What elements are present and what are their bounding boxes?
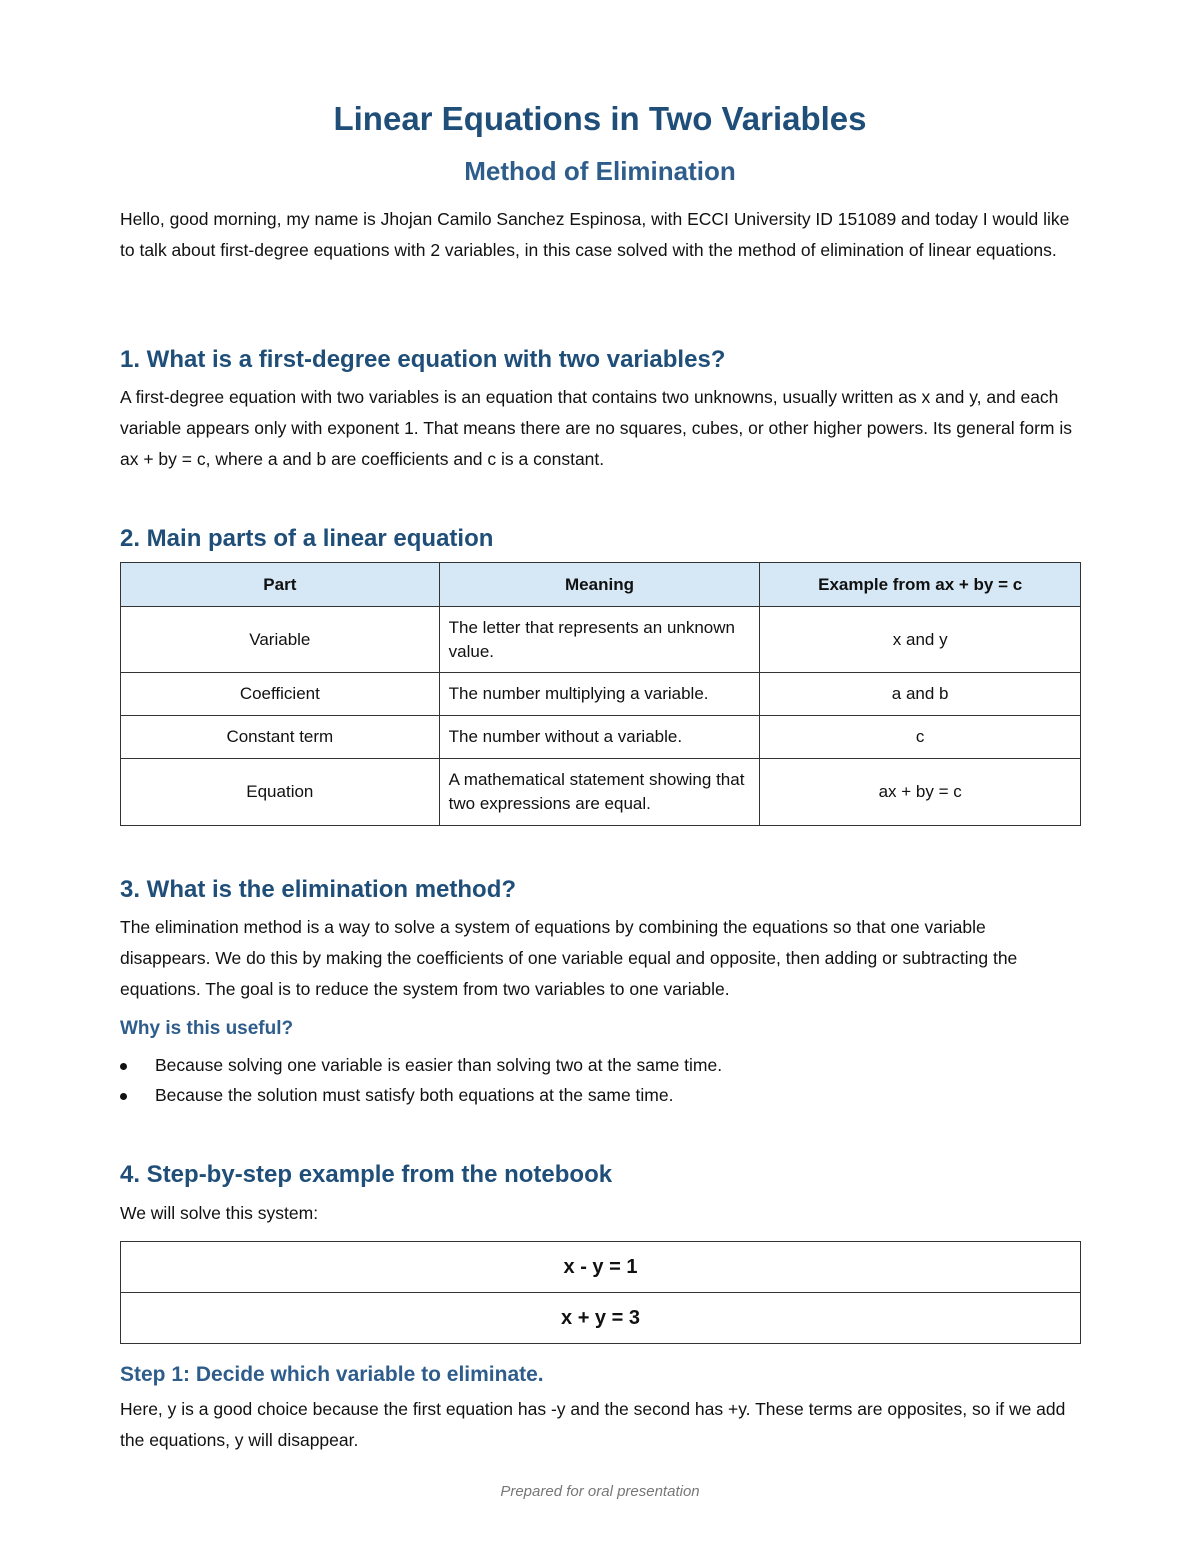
section-4-intro: We will solve this system: — [120, 1203, 319, 1223]
section-4-heading: 4. Step-by-step example from the notebook — [120, 1161, 613, 1188]
table-cell: c — [760, 716, 1081, 759]
section-1-heading: 1. What is a first-degree equation with two variables? — [120, 346, 726, 373]
section-3-heading: 3. What is the elimination method? — [120, 876, 517, 903]
table-cell: Constant term — [121, 716, 440, 759]
table-cell: The number without a variable. — [439, 716, 760, 759]
parts-table — [120, 562, 1081, 826]
why-useful-list — [120, 1050, 722, 1110]
step-1-heading: Step 1: Decide which variable to eliminate. — [120, 1363, 544, 1386]
section-3-paragraph: The elimination method is a way to solve a system of equations by combining the equations so that one variable disappears. We do this by making the coefficients of one variable equal and opposite, then adding or subtracting the equations. The goal is to reduce the system from two variables to one variable. — [120, 917, 1018, 999]
table-row — [121, 673, 1081, 716]
document-subtitle: Method of Elimination — [464, 156, 736, 186]
table-cell: ax + by = c — [760, 759, 1081, 826]
table-cell: x and y — [760, 607, 1081, 673]
table-cell: Coefficient — [121, 673, 440, 716]
step-1-paragraph: Here, y is a good choice because the first equation has -y and the second has +y. These terms are opposites, so if we add the equations, y will disappear. — [120, 1399, 1066, 1450]
table-header-row — [121, 563, 1081, 607]
bullet-icon — [120, 1063, 127, 1070]
table-row — [121, 716, 1081, 759]
section-2-heading: 2. Main parts of a linear equation — [120, 525, 494, 552]
table-cell: Variable — [121, 607, 440, 673]
document-title: Linear Equations in Two Variables — [333, 100, 867, 137]
table-header-cell: Meaning — [439, 563, 760, 607]
intro-paragraph: Hello, good morning, my name is Jhojan Camilo Sanchez Espinosa, with ECCI University ID 151089 and today I would like to talk about first-degree equations with 2 variables, in this case solved with the method of elimination of linear equations. — [120, 209, 1070, 260]
table-row — [121, 607, 1081, 673]
table-cell: a and b — [760, 673, 1081, 716]
section-1-paragraph: A first-degree equation with two variables is an equation that contains two unknowns, usually written as x and y, and each variable appears only with exponent 1. That means there are no squares, cubes, or other higher powers. Its general form is ax + by = c, where a and b are coefficients and c is a constant. — [120, 387, 1073, 469]
list-item — [120, 1050, 722, 1080]
table-cell: The letter that represents an unknown value. — [439, 607, 760, 673]
table-header-cell: Part — [121, 563, 440, 607]
table-header-cell: Example from ax + by = c — [760, 563, 1081, 607]
list-item — [120, 1080, 722, 1110]
table-row — [121, 1293, 1081, 1344]
why-useful-subheading: Why is this useful? — [120, 1018, 294, 1039]
equation-system-table — [120, 1241, 1081, 1344]
bullet-icon — [120, 1093, 127, 1100]
equation-cell: x + y = 3 — [121, 1293, 1081, 1344]
table-cell: The number multiplying a variable. — [439, 673, 760, 716]
table-row — [121, 759, 1081, 826]
page-footer: Prepared for oral presentation — [500, 1483, 700, 1500]
table-cell: A mathematical statement showing that two expressions are equal. — [439, 759, 760, 826]
table-row — [121, 1242, 1081, 1293]
list-item-text: Because solving one variable is easier than solving two at the same time. — [155, 1055, 723, 1075]
equation-cell: x - y = 1 — [121, 1242, 1081, 1293]
table-cell: Equation — [121, 759, 440, 826]
list-item-text: Because the solution must satisfy both equations at the same time. — [155, 1085, 674, 1105]
